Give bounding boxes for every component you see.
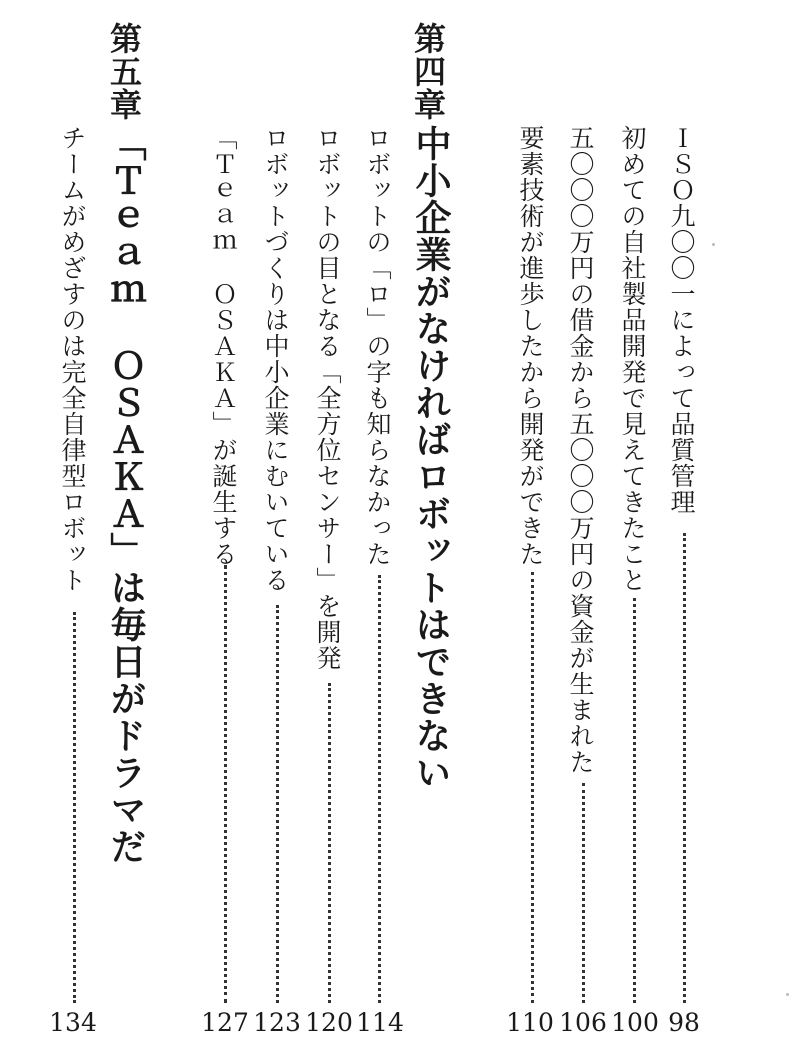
toc-entry-114[interactable]: ロボットの「ロ」の字も知らなかった xyxy=(363,125,392,567)
chapter5-heading: 第五章 xyxy=(105,22,143,121)
toc-entry-134[interactable]: チームがめざすのは完全自律型ロボット xyxy=(58,125,87,593)
page-number: 123 xyxy=(253,1008,301,1037)
toc-entry-120[interactable]: ロボットの目となる「全方位センサー」を開発 xyxy=(313,125,342,671)
leader-dots xyxy=(531,572,534,1003)
page-number: 110 xyxy=(506,1008,554,1037)
leader-dots xyxy=(276,605,279,1003)
leader-dots xyxy=(378,575,381,1003)
page-number: 98 xyxy=(668,1008,700,1037)
toc-entry-98[interactable]: ＩＳＯ九〇〇一によって品質管理 xyxy=(667,125,696,515)
page-number: 100 xyxy=(611,1008,659,1037)
scan-speck xyxy=(712,243,715,246)
toc-entry-127[interactable]: 「Ｔｅａｍ ＯＳＡＫＡ」が誕生する xyxy=(209,125,238,567)
leader-dots xyxy=(633,598,636,1003)
page-number: 106 xyxy=(559,1008,607,1037)
leader-dots xyxy=(683,533,686,1003)
page-number: 127 xyxy=(201,1008,249,1037)
toc-entry-110[interactable]: 要素技術が進歩したから開発ができた xyxy=(516,125,545,567)
chapter4-heading: 第四章 xyxy=(409,22,447,121)
toc-entry-100[interactable]: 初めての自社製品開発で見えてきたこと xyxy=(618,125,647,593)
scan-speck xyxy=(786,993,789,996)
leader-dots xyxy=(224,565,227,1003)
page-number: 120 xyxy=(305,1008,353,1037)
leader-dots xyxy=(328,683,331,1003)
toc-entry-123[interactable]: ロボットづくりは中小企業にむいている xyxy=(261,125,290,593)
leader-dots xyxy=(73,612,76,1003)
toc-entry-106[interactable]: 五〇〇〇万円の借金から五〇〇〇万円の資金が生まれた xyxy=(566,125,595,775)
chapter5-title: 「Ｔｅａｍ ＯＳＡＫＡ」は毎日がドラマだ xyxy=(105,125,146,865)
page-number: 114 xyxy=(356,1008,404,1037)
chapter4-title: 中小企業がなければロボットはできない xyxy=(410,125,451,791)
page-number: 134 xyxy=(49,1008,97,1037)
leader-dots xyxy=(582,783,585,1003)
